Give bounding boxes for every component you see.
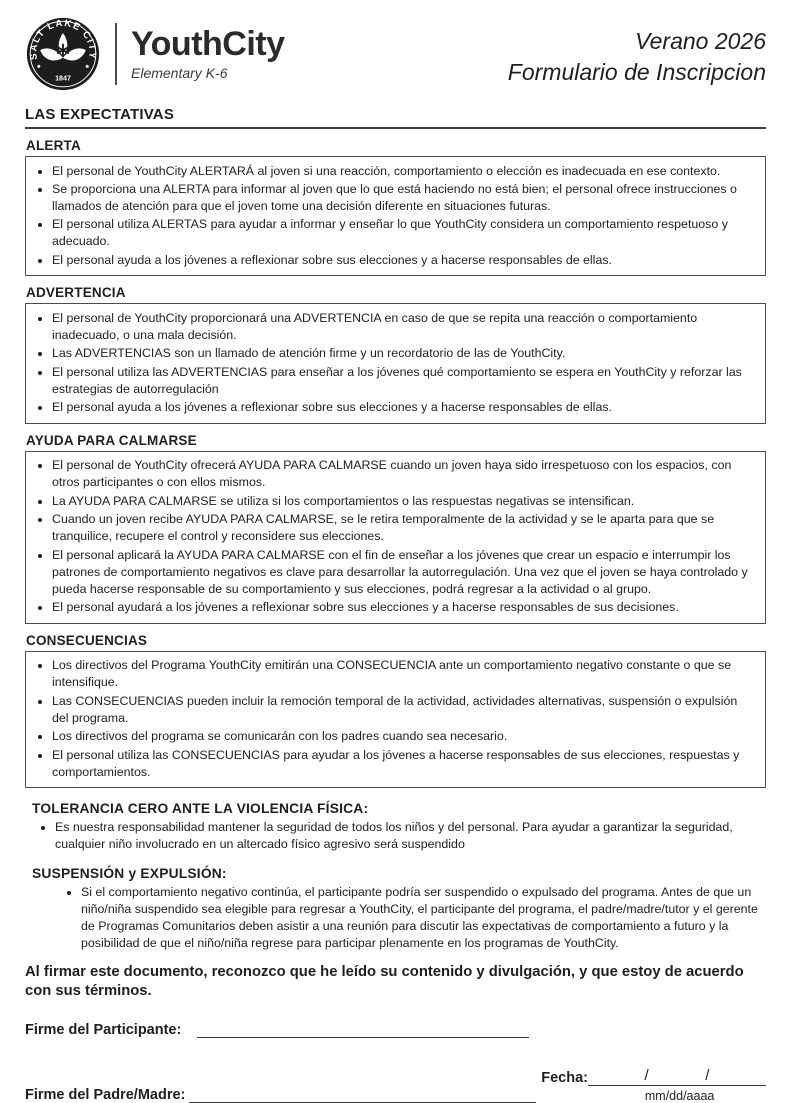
bullet-item: • El personal aplicará la AYUDA PARA CALMARSE con el fin de enseñar a los jóvenes que crear un espacio e interrumpir los patrones de comportamiento negativos es clave para desarrollar la autorregulación. Una vez que el joven se haya controlado y pueda hacerse responsable de su comportamiento y sus elecciones, podrá regresar a la actividad o al grupo.	[52, 547, 755, 598]
date-field-group	[541, 1064, 766, 1103]
bullet-list	[25, 884, 766, 952]
bullet-list	[28, 163, 755, 269]
parent-signature-row	[25, 1064, 766, 1103]
heading-rule	[25, 127, 766, 129]
bullet-item: • La AYUDA PARA CALMARSE se utiliza si los comportamientos o las respuestas negativas se intensifican.	[52, 493, 755, 510]
date-input-line[interactable]	[588, 1064, 766, 1086]
bullet-item: • El personal ayuda a los jóvenes a reflexionar sobre sus elecciones y a hacerse responsables de ellas.	[52, 399, 755, 416]
participant-signature-row	[25, 1019, 766, 1038]
salt-lake-city-seal-icon	[25, 16, 101, 92]
participant-signature-label: Firme del Participante:	[25, 1022, 182, 1039]
section-title: AYUDA PARA CALMARSE	[26, 432, 197, 448]
bullet-item: • Se proporciona una ALERTA para informar al joven que lo que está haciendo no está bien; el personal ofrece instrucciones o llamados de atención para que el joven tome una decisión diferente en situaciones futuras.	[52, 181, 755, 215]
bullet-item: • El personal utiliza las CONSECUENCIAS para ayudar a los jóvenes a hacerse responsables de sus elecciones, respuestas y comportamientos.	[52, 747, 755, 781]
page-title: LAS EXPECTATIVAS	[25, 106, 175, 123]
parent-signature-label: Firme del Padre/Madre:	[25, 1087, 186, 1103]
bullet-item: • El personal utiliza las ADVERTENCIAS para enseñar a los jóvenes qué comportamiento se espera en YouthCity y reforzar las estrategias de autorregulación	[52, 364, 755, 398]
bullet-item: • El personal de YouthCity ALERTARÁ al joven si una reacción, comportamiento o elección es inadecuada en ese contexto.	[52, 163, 755, 180]
section-box	[25, 451, 766, 624]
bullet-item: • Las CONSECUENCIAS pueden incluir la remoción temporal de la actividad, actividades alternativas, suspensión o expulsión del programa.	[52, 693, 755, 727]
date-format-hint: mm/dd/aaaa	[644, 1089, 715, 1103]
section-box	[25, 651, 766, 788]
section-box	[25, 303, 766, 423]
bullet-item: • El personal ayudará a los jóvenes a reflexionar sobre sus elecciones y a hacerse responsables de sus decisiones.	[52, 599, 755, 616]
section-title: ADVERTENCIA	[26, 285, 126, 301]
acknowledgement-statement: Al firmar este documento, reconozco que he leído su contenido y divulgación, y que estoy de acuerdo con sus términos.	[25, 963, 744, 1000]
bullet-item: • El personal utiliza ALERTAS para ayudar a informar y enseñar lo que YouthCity considera un comportamiento respetuoso y adecuado.	[52, 216, 755, 250]
logo-group	[25, 16, 285, 92]
section-consecuencias	[25, 633, 766, 788]
section-ayuda-para-calmarse	[25, 433, 766, 624]
bullet-item: • El personal de YouthCity proporcionará una ADVERTENCIA en caso de que se repita una reacción o comportamiento inadecuado, o una mala decisión.	[52, 310, 755, 344]
bullet-item: • Si el comportamiento negativo continúa, el participante podría ser suspendido o expulsado del programa. Antes de que un niño/niña suspendido sea elegible para regresar a YouthCity, el participante del programa, el padre/madre/tutor y el gerente de Programas Comunitarios deben asistir a una reunión para discutir las expectativas de comportamiento a futuro y la posibilidad de que el niño/niña regrese para participar plenamente en los programas de YouthCity.	[81, 884, 766, 952]
bullet-list	[28, 310, 755, 416]
document-title	[508, 26, 766, 88]
section-box	[25, 156, 766, 276]
date-separator: /	[644, 1067, 649, 1085]
section-advertencia	[25, 285, 766, 423]
date-separator: /	[705, 1067, 710, 1085]
document-title-line1: Verano 2026	[635, 28, 766, 54]
seal-arc-text: SALT LAKE CITY	[28, 17, 98, 61]
bullet-item: • Los directivos del Programa YouthCity emitirán una CONSECUENCIA ante un comportamiento negativo constante o que se intensifique.	[52, 657, 755, 691]
section-alerta	[25, 138, 766, 276]
bullet-list	[25, 819, 766, 853]
policy-tolerancia-cero	[25, 801, 766, 853]
participant-signature-line[interactable]	[197, 1019, 529, 1038]
brand-block	[131, 27, 285, 81]
bullet-item: • Es nuestra responsabilidad mantener la seguridad de todos los niños y del personal. Para ayudar a garantizar la seguridad, cualquier niño involucrado en un altercado físico agresivo será suspendido	[55, 819, 766, 853]
bullet-list	[28, 657, 755, 780]
parent-signature-line[interactable]	[189, 1084, 536, 1103]
bullet-item: • Cuando un joven recibe AYUDA PARA CALMARSE, se le retira temporalmente de la actividad y se le aparta para que se tranquilice, recupere el control y reconsidere sus elecciones.	[52, 511, 755, 545]
bullet-list	[28, 457, 755, 616]
bullet-item: • Los directivos del programa se comunicarán con los padres cuando sea necesario.	[52, 728, 755, 745]
policy-title: TOLERANCIA CERO ANTE LA VIOLENCIA FÍSICA:	[32, 801, 369, 817]
section-title: CONSECUENCIAS	[26, 632, 148, 648]
brand-subtitle: Elementary K-6	[131, 64, 228, 81]
policy-title: SUSPENSIÓN y EXPULSIÓN:	[32, 866, 227, 882]
document-title-line2: Formulario de Inscripcion	[507, 59, 766, 86]
brand-name: YouthCity	[131, 25, 285, 64]
date-label: Fecha:	[541, 1070, 588, 1087]
bullet-item: • Las ADVERTENCIAS son un llamado de atención firme y un recordatorio de las de YouthCity.	[52, 345, 755, 362]
bullet-item: • El personal de YouthCity ofrecerá AYUDA PARA CALMARSE cuando un joven haya sido irrespetuoso con los espacios, con otros participantes o con ellos mismos.	[52, 457, 755, 491]
logo-divider	[115, 23, 117, 85]
section-title: ALERTA	[26, 138, 81, 153]
policy-suspension-expulsion	[25, 866, 766, 952]
bullet-item: • El personal ayuda a los jóvenes a reflexionar sobre sus elecciones y a hacerse responsables de ellas.	[52, 252, 755, 269]
seal-year: 1847	[55, 74, 71, 83]
date-field-top	[541, 1064, 766, 1086]
header	[25, 16, 766, 92]
